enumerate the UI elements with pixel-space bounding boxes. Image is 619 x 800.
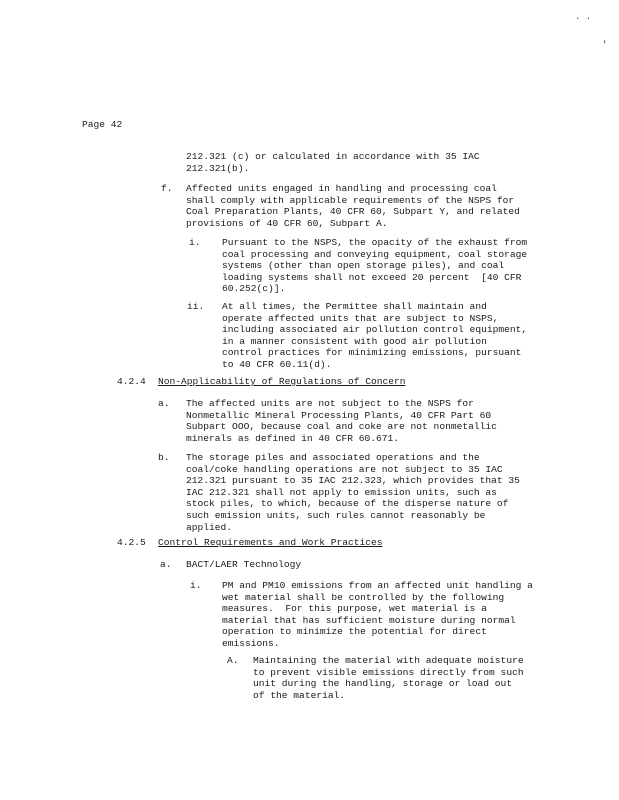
item-f-i-text: Pursuant to the NSPS, the opacity of the exhaust from coal processing and conveying equipment, coal storage systems (other than open storage piles), and coal loading systems shall not exceed 20 percent [40 CFR 60.252(c)]. (222, 237, 528, 295)
item-f-text: Affected units engaged in handling and processing coal shall comply with applicable requirements of the NSPS for Coal Preparation Plants, 40 CFR 60, Subpart Y, and related provisions of 40 CFR 60, Subpart A. (186, 183, 520, 229)
corner-mark-side: ' (602, 40, 608, 50)
item-4-2-4-a-marker: a. (158, 398, 170, 409)
section-4-2-5-number: 4.2.5 (117, 537, 146, 548)
item-f-marker: f. (161, 183, 173, 194)
section-4-2-5-heading: Control Requirements and Work Practices (158, 537, 383, 548)
section-4-2-4-number: 4.2.4 (117, 376, 146, 387)
item-f-i-marker: i. (189, 237, 201, 248)
corner-mark-top: · · (575, 14, 592, 24)
item-4-2-5-a-i-marker: i. (190, 580, 202, 591)
item-4-2-5-a-i-text: PM and PM10 emissions from an affected unit handling a wet material shall be controlled by the following measures. For this purpose, wet material is a material that has sufficient moisture during normal operation to minimize the potential for direct emissions. (222, 580, 533, 649)
section-4-2-4-heading: Non-Applicability of Regulations of Concern (158, 376, 406, 387)
item-4-2-5-a-A-marker: A. (227, 655, 239, 666)
continuation-text: 212.321 (c) or calculated in accordance with 35 IAC 212.321(b). (186, 151, 480, 174)
item-4-2-5-a-title: BACT/LAER Technology (186, 559, 302, 570)
item-4-2-5-a-marker: a. (160, 559, 172, 570)
item-f-ii-marker: ii. (187, 301, 205, 312)
item-4-2-4-a-text: The affected units are not subject to the NSPS for Nonmetallic Mineral Processing Plants, 40 CFR Part 60 Subpart OOO, because coal and coke are not nonmetallic minerals as defined in 40 CFR 60.671. (186, 398, 497, 444)
item-f-ii-text: At all times, the Permittee shall maintain and operate affected units that are subject to NSPS, including associated air pollution control equipment, in a manner consistent with good air pollution control practices for minimizing emissions, pursuant to 40 CFR 60.11(d). (222, 301, 528, 370)
item-4-2-4-b-text: The storage piles and associated operations and the coal/coke handling operations are not subject to 35 IAC 212.321 pursuant to 35 IAC 212.323, which provides that 35 IAC 212.321 shall not apply to emission units, such as stock piles, to which, because of the disperse nature of such emission units, such rules cannot reasonably be applied. (186, 452, 520, 533)
page-label: Page 42 (82, 119, 123, 130)
item-4-2-5-a-A-text: Maintaining the material with adequate moisture to prevent visible emissions directly from such unit during the handling, storage or load out of the material. (253, 655, 524, 701)
item-4-2-4-b-marker: b. (158, 452, 170, 463)
